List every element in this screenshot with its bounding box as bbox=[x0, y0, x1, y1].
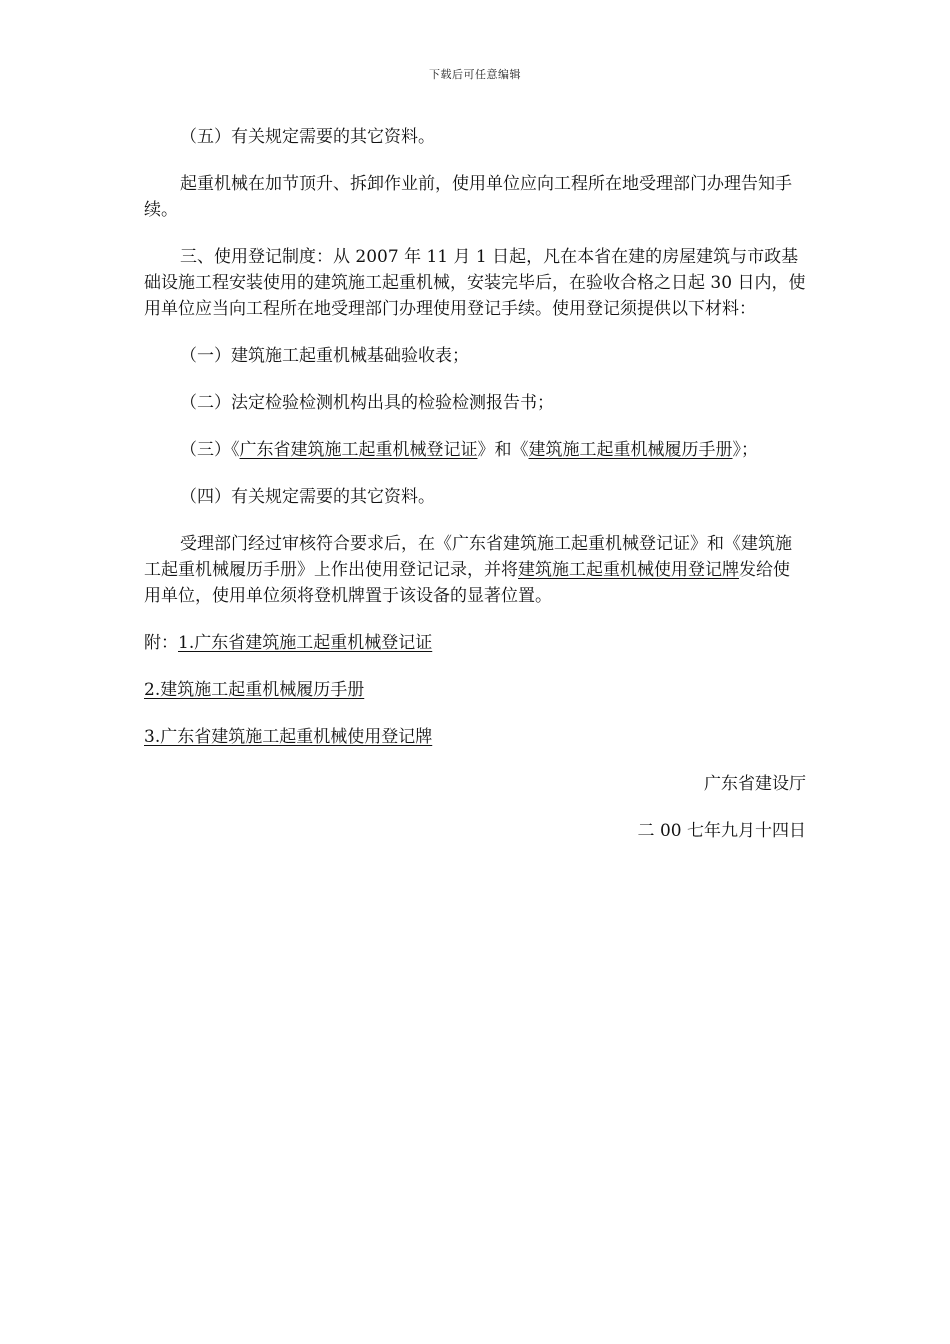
attachment-link-3[interactable]: 3.广东省建筑施工起重机械使用登记牌 bbox=[144, 727, 433, 747]
registration-certificate-link[interactable]: 广东省建筑施工起重机械登记证 bbox=[239, 440, 478, 460]
attachment-label: 附： bbox=[144, 633, 178, 653]
attachment-item-1 bbox=[144, 630, 806, 656]
attachment-link-1[interactable]: 1.广东省建筑施工起重机械登记证 bbox=[178, 633, 433, 653]
registration-paragraph: 三、使用登记制度：从 2007 年 11 月 1 日起，凡在本省在建的房屋建筑与市政基础设施工程安装使用的建筑施工起重机械，安装完毕后，在验收合格之日起 30 日内，使用单位应当向工程所在地受理部门办理使用登记手续。使用登记须提供以下材料： bbox=[144, 247, 806, 319]
record-handbook-link[interactable]: 建筑施工起重机械履历手册 bbox=[528, 440, 733, 460]
list-item-3 bbox=[144, 437, 806, 463]
document-body bbox=[144, 124, 806, 844]
review-text-2: 发给使用单位，使用单位须将登机牌置于该设备的显著位置。 bbox=[144, 560, 790, 606]
list-item-3-prefix: （三）《 bbox=[180, 440, 240, 460]
item-five: （五）有关规定需要的其它资料。 bbox=[180, 127, 435, 147]
list-item-3-middle: 》和《 bbox=[477, 440, 529, 460]
list-item-3-suffix: 》； bbox=[732, 440, 758, 460]
attachment-link-2[interactable]: 2.建筑施工起重机械履历手册 bbox=[144, 680, 365, 700]
list-item-1: （一）建筑施工起重机械基础验收表； bbox=[180, 346, 469, 366]
review-paragraph bbox=[144, 531, 806, 609]
review-text-1: 受理部门经过审核符合要求后，在《广东省建筑施工起重机械登记证》和《建筑施工起重机械履历手册》上作出使用登记记录，并将 bbox=[144, 534, 792, 580]
signature: 广东省建设厅 bbox=[704, 774, 806, 794]
document-date: 二 00 七年九月十四日 bbox=[637, 821, 806, 841]
attachment-item-2 bbox=[144, 677, 806, 703]
notice-paragraph: 起重机械在加节顶升、拆卸作业前，使用单位应向工程所在地受理部门办理告知手续。 bbox=[144, 174, 792, 220]
list-item-4: （四）有关规定需要的其它资料。 bbox=[180, 487, 435, 507]
list-item-2: （二）法定检验检测机构出具的检验检测报告书； bbox=[180, 393, 554, 413]
usage-registration-plate-link[interactable]: 建筑施工起重机械使用登记牌 bbox=[518, 560, 739, 580]
attachment-item-3 bbox=[144, 724, 806, 750]
page-header: 下载后可任意编辑 bbox=[429, 68, 521, 81]
